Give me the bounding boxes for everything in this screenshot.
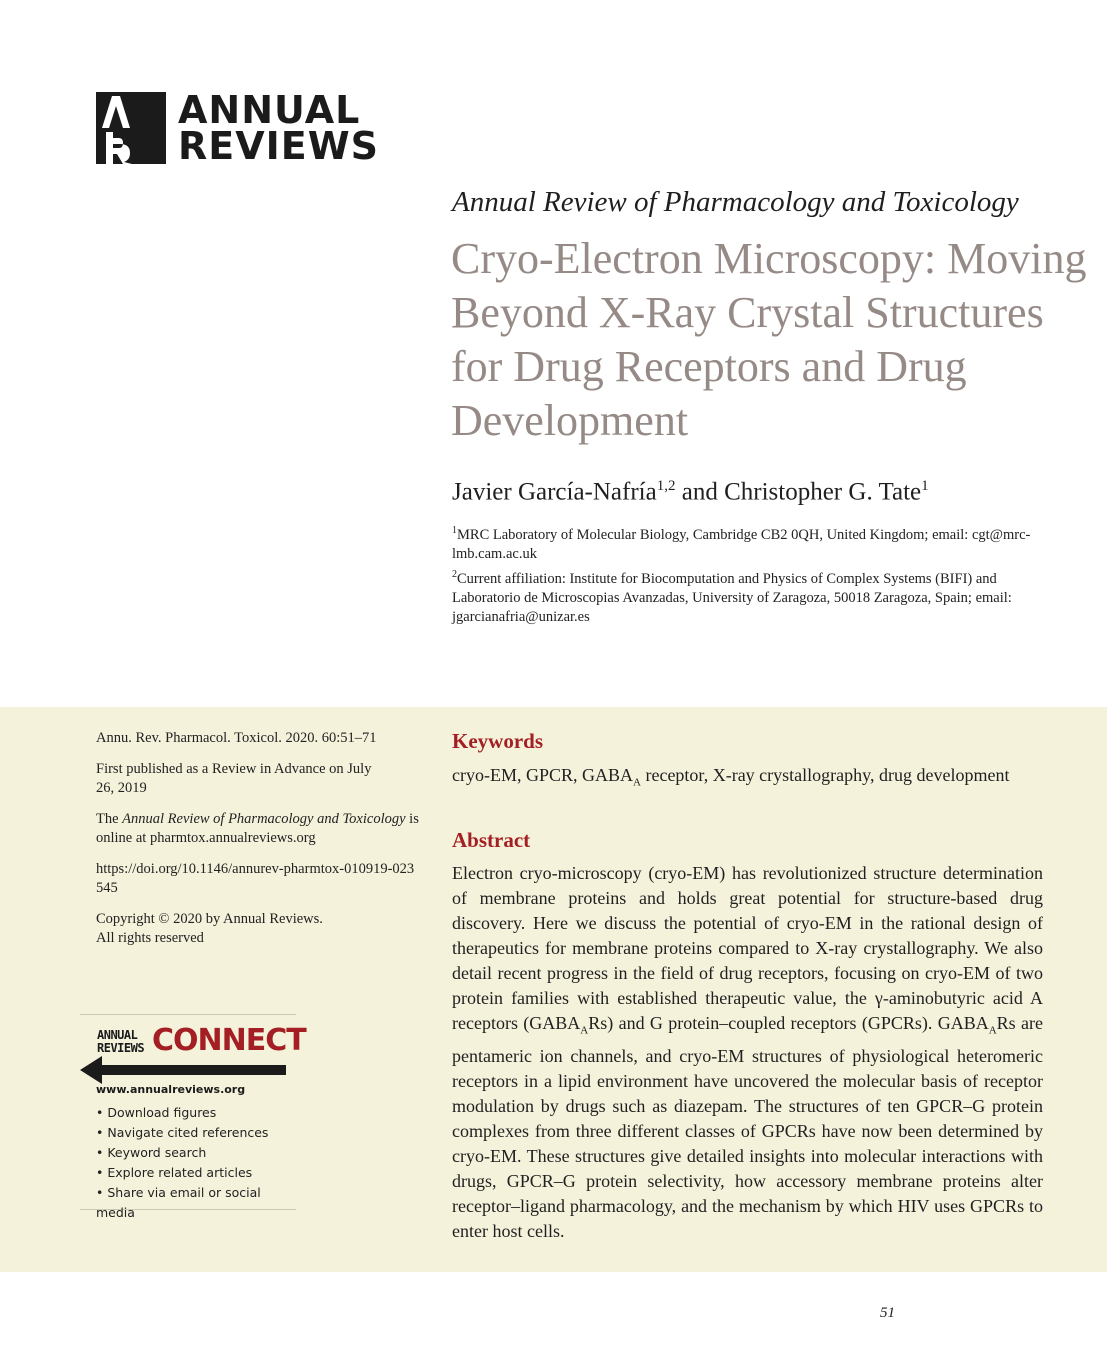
citation: Annu. Rev. Pharmacol. Toxicol. 2020. 60:51–71: [96, 730, 377, 746]
authors: [452, 478, 929, 506]
affiliation-1: [452, 521, 1052, 564]
connect-word: CONNECT: [152, 1023, 306, 1058]
author-2: Christopher G. Tate: [724, 478, 922, 506]
left-arrow-icon: [80, 1055, 296, 1085]
author-and: and: [675, 478, 725, 506]
rights-line: All rights reserved: [96, 930, 204, 946]
connect-ar-line-2: REVIEWS: [97, 1041, 145, 1055]
keywords-pre: cryo-EM, GPCR, GABA: [452, 765, 634, 785]
affiliation-2-text: Current affiliation: Institute for Biocomputation and Physics of Complex Systems (BIFI) and Laboratorio de Microscopias Avanzadas, University of Zaragoza, 50018 Zaragoza, Spain; email: jgarcianafria@unizar.es: [452, 570, 1012, 625]
journal-name: Annual Review of Pharmacology and Toxicology: [452, 186, 1019, 218]
affiliation-2-sup: 2: [452, 569, 457, 580]
affiliation-1-text: MRC Laboratory of Molecular Biology, Cambridge CB2 0QH, United Kingdom; email: cgt@mrc-lmb.cam.ac.uk: [452, 526, 1031, 562]
page-number: 51: [880, 1305, 895, 1321]
copyright-line: Copyright © 2020 by Annual Reviews.: [96, 911, 323, 927]
connect-url[interactable]: www.annualreviews.org: [96, 1083, 246, 1096]
logo-line-1: ANNUAL: [178, 88, 361, 132]
annual-reviews-logo: [96, 88, 380, 168]
online-post: is online at pharmtox.annualreviews.org: [96, 811, 419, 846]
keywords-sub: A: [633, 776, 641, 789]
abstract-text: [452, 861, 1043, 1244]
keywords-text: [452, 763, 1042, 796]
article-title: Cryo-Electron Microscopy: Moving Beyond X-Ray Crystal Structures for Drug Receptors and Drug Development: [451, 234, 1087, 445]
doi-link[interactable]: https://doi.org/10.1146/annurev-pharmtox-010919-023545: [96, 861, 415, 896]
logo-line-2: REVIEWS: [178, 124, 380, 168]
online-journal: Annual Review of Pharmacology and Toxicology: [122, 811, 406, 827]
connect-ar-line-1: ANNUAL: [97, 1028, 138, 1042]
online-pre: The: [96, 811, 123, 827]
author-1: Javier García-Nafría: [452, 478, 657, 506]
keywords-heading: Keywords: [452, 729, 543, 753]
abstract-sub-2: A: [988, 1024, 997, 1037]
connect-ar-mark: [97, 1029, 144, 1055]
abstract-part-3: Rs are pentameric ion channels, and cryo-EM structures of physiological heteromeric receptors in a lipid environment have uncovered the molecular basis of receptor modulation by drugs such as diazepam. The structures of ten GPCR–G protein complexes from three different classes of GPCRs have now been determined by cryo-EM. These structures give detailed insights into molecular interactions with drugs, GPCR–G protein selectivity, how accessory membrane proteins alter receptor–ligand pharmacology, and the mechanism by which HIV uses GPCRs to enter host cells.: [452, 1013, 1043, 1241]
list-item: • Share via email or social media: [96, 1183, 296, 1223]
affiliation-1-sup: 1: [452, 525, 457, 536]
logo-wordmark: [178, 88, 380, 168]
affiliation-2: [452, 565, 1052, 627]
online-at: [96, 810, 426, 848]
list-item: • Keyword search: [96, 1143, 296, 1163]
connect-box: [80, 1014, 306, 1220]
list-item: • Navigate cited references: [96, 1123, 296, 1143]
ar-logo-icon: [96, 92, 166, 164]
abstract-part-2: Rs) and G protein–coupled receptors (GPCRs). GABA: [588, 1013, 989, 1033]
keywords-post: receptor, X-ray crystallography, drug development: [640, 765, 1010, 785]
abstract-part-1: Electron cryo-microscopy (cryo-EM) has revolutionized structure determination of membrane proteins and holds great potential for structure-based drug discovery. Here we discuss the potential of cryo-EM in the rational design of therapeutics for membrane proteins compared to X-ray crystallography. We also detail recent progress in the field of drug receptors, focusing on cryo-EM of two protein families with established therapeutic value, the γ-aminobutyric acid A receptors (GABA: [452, 863, 1043, 1033]
author-2-affil: 1: [921, 478, 929, 494]
first-published: First published as a Review in Advance on July 26, 2019: [96, 761, 372, 796]
abstract-heading: Abstract: [452, 828, 531, 852]
abstract-sub-1: A: [580, 1024, 589, 1037]
author-1-affil: 1,2: [656, 478, 676, 494]
list-item: • Download figures: [96, 1103, 296, 1123]
copyright: [96, 910, 426, 948]
list-item: • Explore related articles: [96, 1163, 296, 1183]
connect-feature-list: [96, 1103, 296, 1223]
